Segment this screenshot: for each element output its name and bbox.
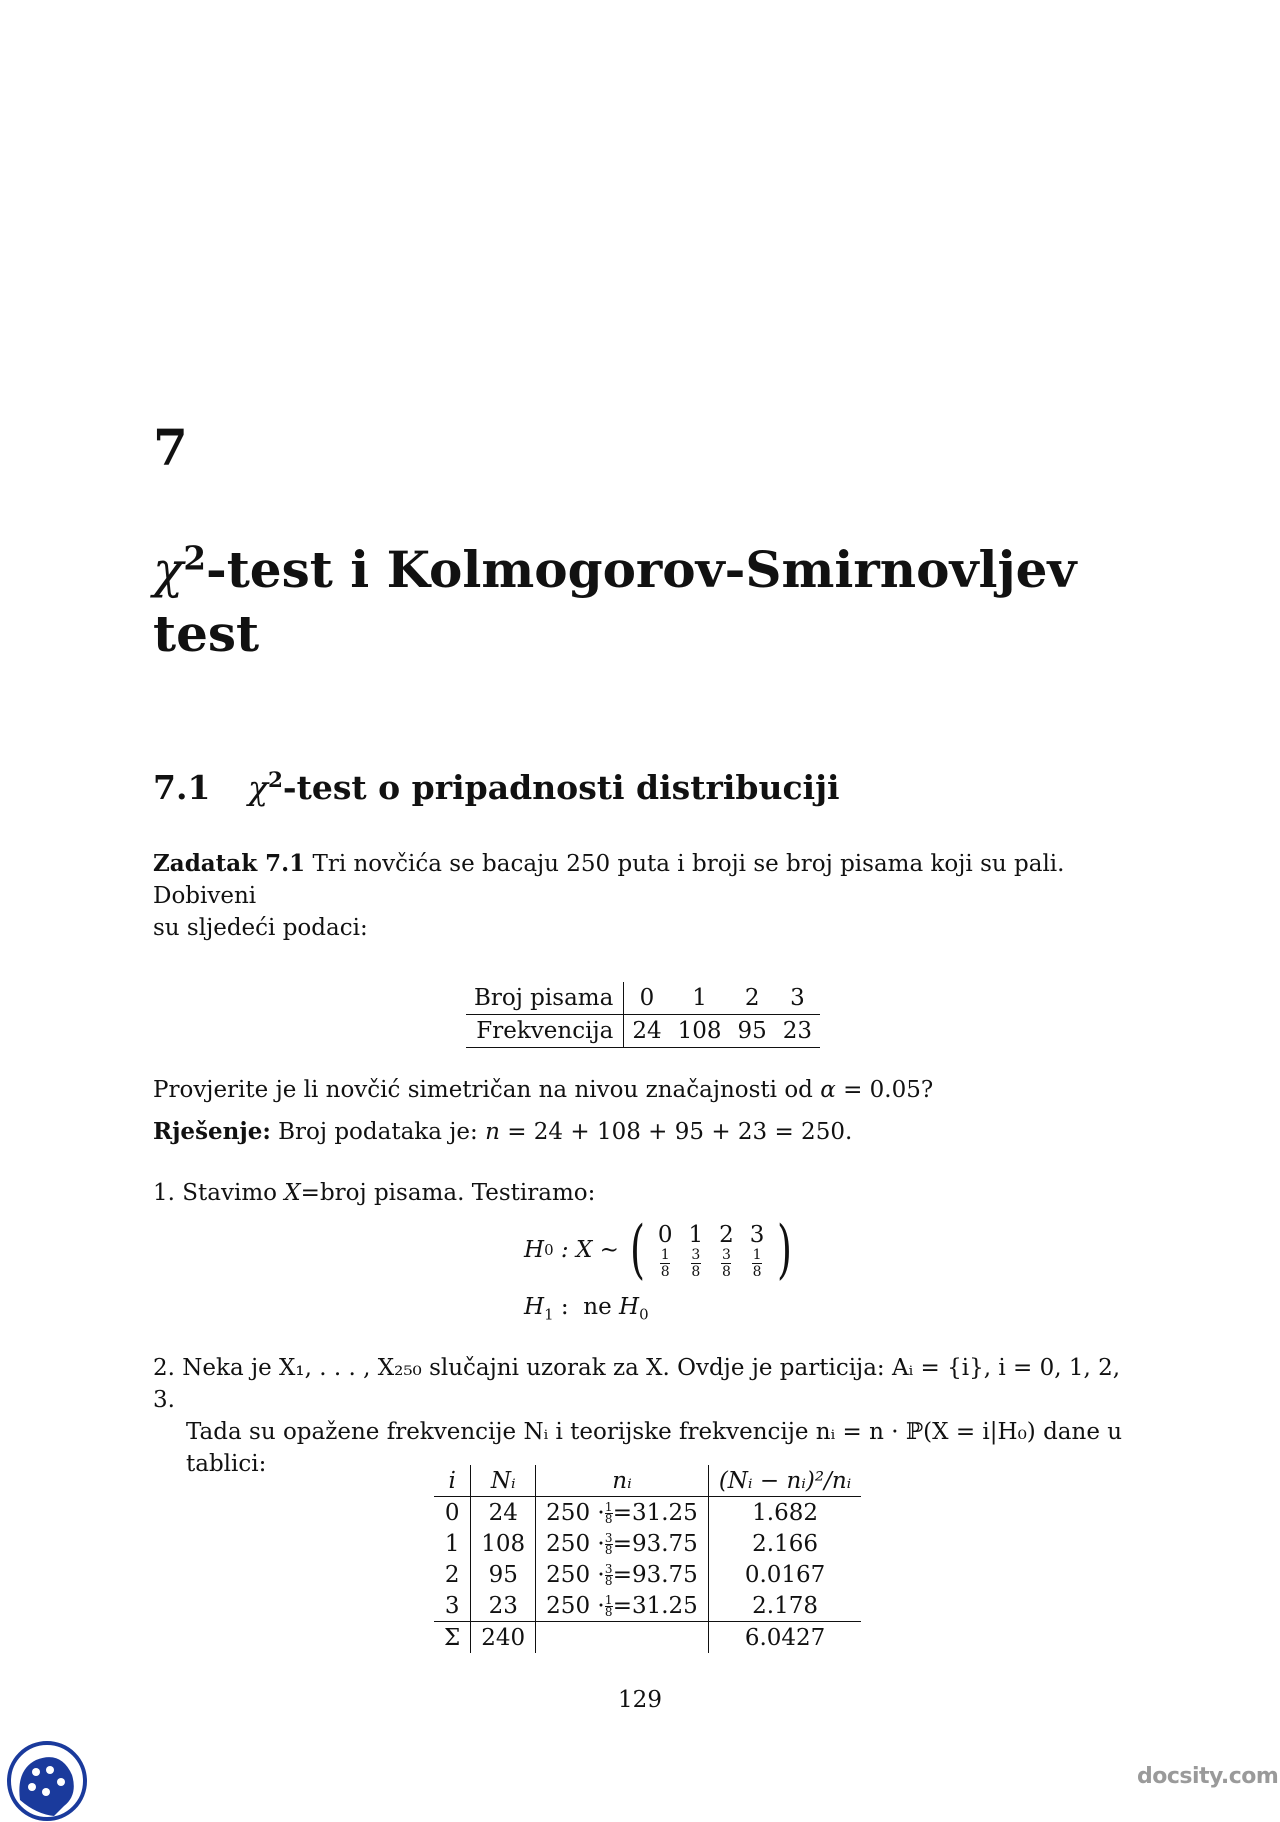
row-label: Frekvencija <box>466 1015 624 1048</box>
table-row <box>466 1015 820 1048</box>
table-cell: 23 <box>775 1015 820 1048</box>
column-header: (Nᵢ − nᵢ)²/nᵢ <box>708 1465 861 1497</box>
column-header: Nᵢ <box>471 1465 536 1497</box>
section-chi: χ <box>248 768 268 807</box>
table-cell: 2 <box>434 1559 471 1590</box>
matrix-column: 1 3 8 <box>688 1221 704 1280</box>
table-cell: Σ <box>434 1622 471 1654</box>
table-cell: 250 · $\frac{1}{8}$ =31.25 <box>536 1590 709 1622</box>
table-cell: 2 <box>730 982 775 1015</box>
table-row <box>434 1497 861 1529</box>
table-cell: 0 <box>434 1497 471 1529</box>
table-cell: 1.682 <box>752 1499 818 1526</box>
matrix-column: 0 1 8 <box>657 1221 673 1280</box>
step1-pre: Stavimo <box>182 1180 277 1206</box>
table-cell: 6.0427 <box>744 1624 826 1651</box>
table-cell: 0 <box>624 982 670 1015</box>
step-1 <box>153 1177 1138 1209</box>
table-cell: 250 · $\frac{3}{8}$ =93.75 <box>536 1528 709 1559</box>
section-number: 7.1 <box>153 768 211 807</box>
table-sum-row <box>434 1622 861 1654</box>
step2-line3: tablici: <box>186 1451 267 1477</box>
table-cell <box>536 1622 709 1654</box>
matrix-column: 2 3 8 <box>719 1221 734 1280</box>
table-row <box>434 1528 861 1559</box>
section-title-rest: -test o pripadnosti distribuciji <box>282 768 840 807</box>
table-cell: 1 <box>434 1528 471 1559</box>
hypothesis-h1 <box>524 1294 649 1324</box>
solution-n: n <box>485 1119 500 1145</box>
table-cell: 3 <box>775 982 820 1015</box>
step2-line2: Tada su opažene frekvencije Nᵢ i teorijske frekvencije nᵢ = n · ℙ(X = i|H₀) dane u <box>186 1419 1123 1445</box>
row-label: Broj pisama <box>466 982 624 1015</box>
chapter-title-rest: -test i Kolmogorov-Smirnovljev <box>205 540 1077 599</box>
question-pre: Provjerite je li novčić simetričan na nivou značajnosti od <box>153 1077 813 1103</box>
chapter-title <box>153 538 1153 666</box>
docsity-watermark[interactable]: docsity.com <box>1137 1764 1279 1789</box>
solution-intro: Broj podataka je: <box>278 1119 478 1145</box>
table-cell: 108 <box>471 1528 536 1559</box>
step2-line1: Neka je X₁, . . . , X₂₅₀ slučajni uzorak za X. Ovdje je particija: Aᵢ = {i}, i = 0, 1, 2, 3. <box>153 1355 1121 1413</box>
chapter-title-sup: 2 <box>183 538 206 578</box>
table-cell: 3 <box>434 1590 471 1622</box>
step1-var: X <box>284 1180 301 1206</box>
table-cell: 2.178 <box>708 1590 861 1622</box>
step1-post: =broj pisama. Testiramo: <box>300 1180 596 1206</box>
solution-text <box>153 1116 1138 1148</box>
solution-label: Rješenje: <box>153 1118 271 1145</box>
task-paragraph <box>153 848 1138 944</box>
question-text <box>153 1074 1138 1106</box>
h1-rest: : ne <box>553 1294 619 1320</box>
table-cell: 0.0167 <box>744 1561 826 1588</box>
chi-square-table <box>434 1465 861 1653</box>
chapter-title-chi: χ <box>153 541 184 599</box>
table-row <box>466 982 820 1015</box>
table-cell: 2.166 <box>752 1530 818 1557</box>
column-header: i <box>434 1465 471 1497</box>
table-cell: 23 <box>471 1590 536 1622</box>
section-sup: 2 <box>268 768 283 793</box>
column-header: nᵢ <box>536 1465 709 1497</box>
step-number: 1. <box>153 1180 175 1206</box>
table-cell: 95 <box>471 1559 536 1590</box>
table-cell: 95 <box>730 1015 775 1048</box>
table-cell: 240 <box>471 1622 536 1654</box>
task-text-line2: su sljedeći podaci: <box>153 915 368 941</box>
table-cell: 24 <box>624 1015 670 1048</box>
table-header-row <box>434 1465 861 1497</box>
table-cell: 1 <box>670 982 730 1015</box>
task-text-line1: Tri novčića se bacaju 250 puta i broji se broj pisama koji su pali. Dobiveni <box>153 851 1065 909</box>
table-cell: 108 <box>670 1015 730 1048</box>
hypothesis-h0: H 0 : X ∼ ( 0 1 8 1 3 8 2 3 8 3 1 8 ) <box>524 1218 797 1282</box>
table-row <box>434 1590 861 1622</box>
chapter-number: 7 <box>153 418 188 477</box>
distribution-matrix: ( 0 1 8 1 3 8 2 3 8 3 1 8 ) <box>629 1213 793 1287</box>
solution-formula: = 24 + 108 + 95 + 23 = 250. <box>499 1119 853 1145</box>
frequency-table <box>466 982 820 1048</box>
h1-sub: 1 <box>544 1305 554 1324</box>
section-title <box>153 768 840 807</box>
step-number: 2. <box>153 1355 175 1381</box>
question-eq: = 0.05? <box>835 1077 934 1103</box>
h1-lhs: H <box>524 1294 545 1320</box>
task-label: Zadatak 7.1 <box>153 850 306 877</box>
table-cell: 250 · $\frac{1}{8}$ =31.25 <box>536 1497 709 1529</box>
h0-lhs: H <box>524 1237 545 1263</box>
docsity-logo-icon[interactable] <box>6 1740 88 1822</box>
h0-rest: : X ∼ <box>553 1237 619 1263</box>
h1-rhs-sub: 0 <box>639 1305 649 1324</box>
table-cell: 250 · $\frac{3}{8}$ =93.75 <box>536 1559 709 1590</box>
table-row <box>434 1559 861 1590</box>
matrix-column: 3 1 8 <box>749 1221 765 1280</box>
page-number: 129 <box>618 1687 662 1713</box>
table-cell: 24 <box>471 1497 536 1529</box>
chapter-title-line2: test <box>153 604 260 663</box>
h1-rhs: H <box>619 1294 640 1320</box>
step-2 <box>153 1352 1138 1480</box>
question-alpha: α <box>820 1077 836 1103</box>
